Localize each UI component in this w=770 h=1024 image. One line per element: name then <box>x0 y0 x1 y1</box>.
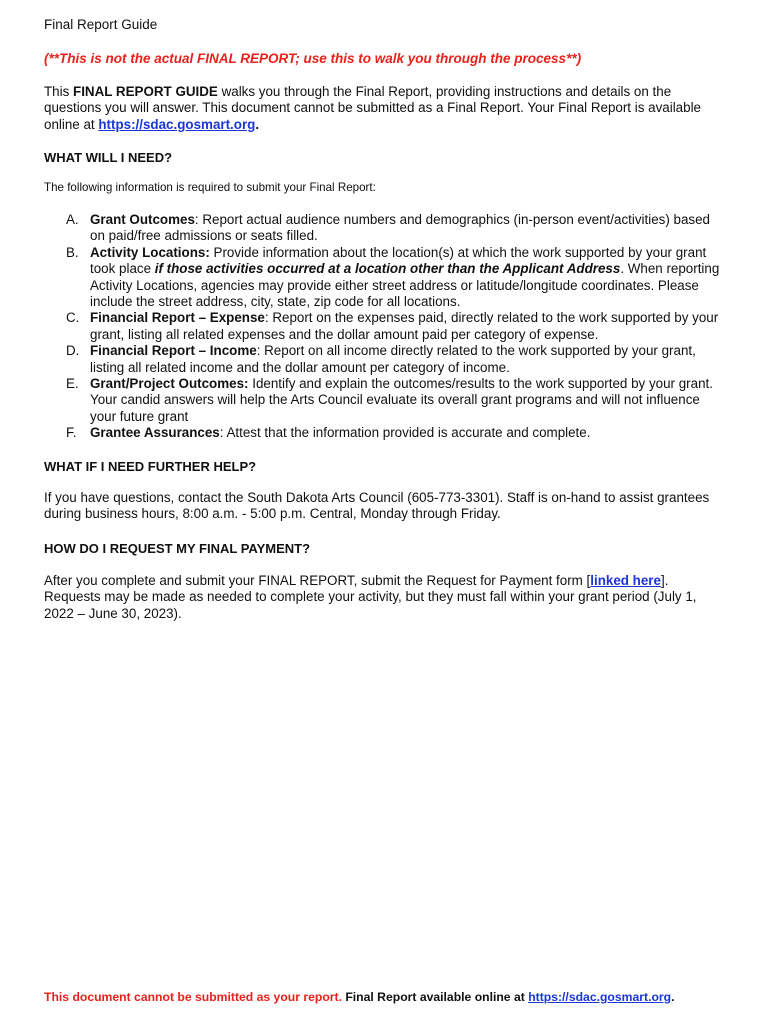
list-item <box>44 212 724 245</box>
footer-link[interactable]: https://sdac.gosmart.org <box>528 990 672 1004</box>
item-title: Grant Outcomes <box>90 212 195 227</box>
requirements-list <box>44 212 724 442</box>
item-letter: E. <box>66 376 79 392</box>
intro-paragraph <box>44 84 724 133</box>
item-text: : Report on all income directly related to the work supported by your grant, listing all related income and the dollar amount per category of income. <box>90 343 696 375</box>
payment-form-link[interactable]: linked here <box>590 573 661 588</box>
item-letter: B. <box>66 244 79 260</box>
item-title: Grant/Project Outcomes: <box>90 376 249 392</box>
item-emphasis: if those activities occurred at a location other than the Applicant Address <box>154 261 621 277</box>
payment-text-2: ]. Requests may be made as needed to complete your activity, but they must fall within your grant period (July 1, 2022 – June 30, 2023). <box>44 573 697 621</box>
payment-text-1: After you complete and submit your FINAL REPORT, submit the Request for Payment form [ <box>44 573 591 588</box>
list-item <box>44 376 724 425</box>
disclaimer-note: (**This is not the actual FINAL REPORT; use this to walk you through the process**) <box>44 51 582 66</box>
payment-paragraph <box>44 573 724 622</box>
document-title: Final Report Guide <box>44 17 158 32</box>
payment-heading: HOW DO I REQUEST MY FINAL PAYMENT? <box>44 541 311 556</box>
intro-bold: FINAL REPORT GUIDE <box>73 84 218 99</box>
help-paragraph: If you have questions, contact the South Dakota Arts Council (605-773-3301). Staff is on-hand to assist grantees during business hours, 8:00 a.m. - 5:00 p.m. Central, Monday through Friday. <box>44 490 710 522</box>
item-letter: C. <box>66 310 80 326</box>
item-text-2: . When reporting Activity Locations, agencies may provide either street address or latitude/longitude coordinates. Please include the street address, city, state, zip code for all locations. <box>90 261 720 310</box>
intro-text: walks you through the Final Report, providing instructions and details on the questions you will answer. This document cannot be submitted as a Final Report. Your Final Report is available online at <box>44 84 701 132</box>
intro-suffix: . <box>255 116 260 132</box>
list-item <box>44 343 724 376</box>
item-text: : Report actual audience numbers and demographics (in-person event/activities) based on paid/free admissions or seats filled. <box>90 212 711 244</box>
intro-prefix: This <box>44 84 74 99</box>
item-letter: A. <box>66 212 79 227</box>
list-item <box>44 310 724 343</box>
item-text: : Report on the expenses paid, directly related to the work supported by your grant, listing all related expenses and the dollar amount paid per category of expense. <box>90 310 719 342</box>
item-text: Provide information about the location(s) at which the work supported by your grant took place <box>90 244 707 277</box>
item-title: Financial Report – Income <box>90 343 257 359</box>
item-text: Identify and explain the outcomes/results to the work supported by your grant. Your candid answers will help the Arts Council evaluate its overall grant programs and will not influence your future grant <box>90 376 713 424</box>
footer-warning: This document cannot be submitted as your report. <box>44 990 342 1004</box>
item-title: Financial Report – Expense <box>90 310 265 326</box>
item-letter: D. <box>66 343 80 359</box>
footer-note <box>44 989 674 1005</box>
help-heading: WHAT IF I NEED FURTHER HELP? <box>44 459 257 474</box>
need-lead: The following information is required to submit your Final Report: <box>44 181 376 194</box>
gosmart-link[interactable]: https://sdac.gosmart.org <box>98 116 256 132</box>
list-item <box>44 245 724 311</box>
item-letter: F. <box>66 425 77 441</box>
footer-text: Final Report available online at <box>341 990 529 1004</box>
need-heading: WHAT WILL I NEED? <box>44 150 173 165</box>
item-title: Grantee Assurances <box>90 425 220 441</box>
list-item <box>44 425 724 441</box>
item-title: Activity Locations: <box>90 244 210 260</box>
item-text: : Attest that the information provided is accurate and complete. <box>219 425 591 441</box>
footer-suffix: . <box>671 990 675 1004</box>
